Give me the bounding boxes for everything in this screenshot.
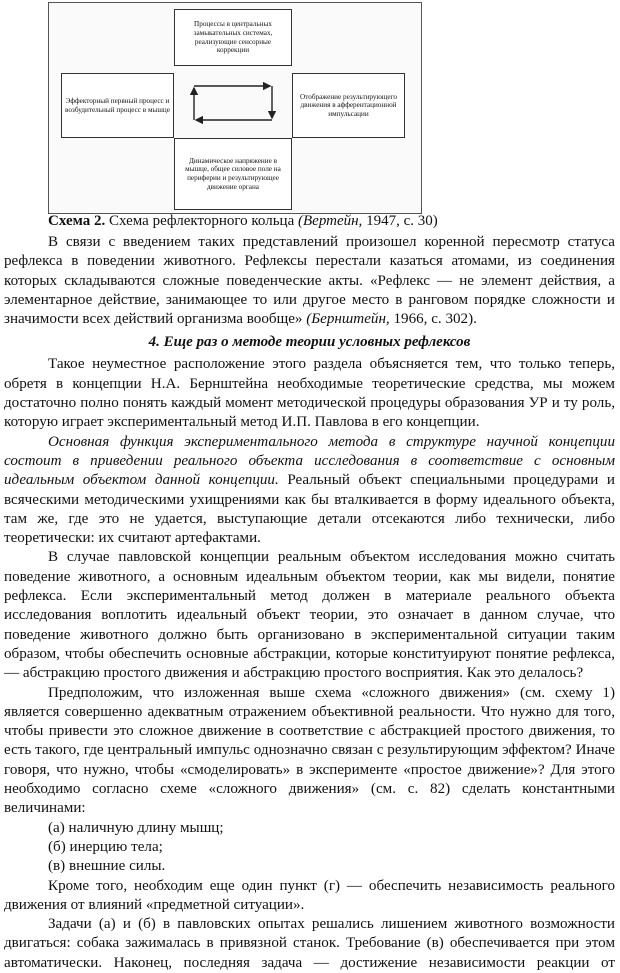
- paragraph-section-placement: Такое неуместное расположение этого раздела объясняется тем, что только теперь, обретя в концепции Н.А. Бернштейна необходимые теоретические средства, мы можем достаточно полно понять каждый момент методической процедуры образования УР и ту роль, которую играет экспериментальный метод И.П. Павлова в его концепции.: [4, 356, 615, 431]
- paragraph-complex-movement: Предположим, что изложенная выше схема «сложного движения» (см. схему 1) является совершенно адекватным отражением объективной реальности. Что нужно для того, чтобы привести это сложное движение в соответствие с абстракцией простого движения, то есть такого, где центральный импульс однозначно связан с результирующим эффектом? Иначе говоря, что нужно, чтобы «смоделировать» в эксперименте «простое движение»? Для этого необходимо согласно схеме «сложного движения» (см. с. 82) сделать константными величинами:: [4, 684, 615, 817]
- paragraph-pavlov-concept: В случае павловской концепции реальным объектом исследования можно считать поведение животного, а основным идеальным объектом теории, как мы видели, понятие рефлекса. Если экспериментальный метод должен в материале реального объекта исследования воплотить идеальный объект теории, это означает в данном случае, что поведение животного должно быть организовано в экспериментальной ситуации таким образом, чтобы обеспечить основные абстракции, которые конституируют понятие рефлекса, — абстракцию простого движения и абстракцию простого восприятия. Как это делалось?: [4, 549, 615, 682]
- caption-source-author: (Вертейн,: [298, 213, 363, 229]
- section-title: 4. Еще раз о методе теории условных рефлексов: [148, 334, 471, 351]
- scheme-box-afferent-reflection-label: Отображение результирующего движения в афферентационной импульсации: [300, 92, 397, 118]
- caption-text: Схема рефлекторного кольца: [105, 213, 298, 229]
- reflex-ring-scheme: [48, 2, 422, 214]
- scheme-box-dynamic-tension: [174, 138, 292, 210]
- paragraph-reflex-status: [4, 233, 615, 329]
- scheme-box-effector-process-label: Эффекторный первный процесс и возбудительный процесс в мышце: [65, 96, 170, 114]
- document-body: [4, 233, 615, 973]
- paragraph-point-g: Кроме того, необходим еще один пункт (г) — обеспечить независимость реального движения от влияний «предметной ситуации».: [4, 877, 615, 913]
- paragraph-tasks: Задачи (а) и (б) в павловских опытах решались лишением животного возможности двигаться: собака зажималась в привязной станок. Требование (в) обеспечивается при этом автоматически. Наконец, последняя задача — достижение независимости реакции от: [4, 916, 615, 971]
- list-item: (а) наличную длину мышц;: [48, 819, 224, 836]
- scheme-caption: [48, 212, 608, 231]
- list-item: (в) внешние силы.: [48, 858, 166, 875]
- reference-rest: 1966, с. 302).: [389, 311, 477, 328]
- method-function-thesis: Основная функция экспериментального метода в структуре научной концепции состоит в приведении реального объекта исследования в соответствие с основным идеальным объектом данной концепции.: [4, 433, 615, 489]
- scheme-box-central-processes: [174, 9, 292, 66]
- paragraph-method-function: [4, 433, 615, 549]
- reference-author: (Бернштейн,: [306, 311, 390, 328]
- scheme-box-effector-process: [61, 73, 174, 138]
- caption-label: Схема 2.: [48, 213, 106, 229]
- scheme-box-central-processes-label: Процессы в центральных замыкательных системах, реализующие сенсорные коррекции: [193, 20, 273, 55]
- list-item: (б) инерцию тела;: [48, 838, 163, 855]
- scheme-box-afferent-reflection: [292, 73, 405, 138]
- method-function-rest: Реальный объект специальными процедурами и всяческими методическими ухищрениями как бы вталкивается в форму идеального объекта, там же, где это не удается, выступающие детали отсекаются либо технически, либо теоретически: их считают артефактами.: [4, 472, 615, 547]
- paragraph-reflex-status-text: В связи с введением таких представлений произошел коренной пересмотр статуса рефлекса в поведении животного. Рефлексы перестали казаться атомами, из соединения которых складываются сложные поведенческие акты. «Рефлекс — не элемент действия, а элементарное действие, занимающее то или другое место в ранговом порядке сложности и значимости всех действий организма вообще»: [4, 234, 615, 328]
- scheme-box-dynamic-tension-label: Динамическое напряжение в мышце, общее силовое поле на периферии и результирующее движение органа: [185, 156, 281, 191]
- caption-source-rest: 1947, с. 30): [362, 213, 438, 229]
- ring-arrows-diagram: [174, 66, 292, 138]
